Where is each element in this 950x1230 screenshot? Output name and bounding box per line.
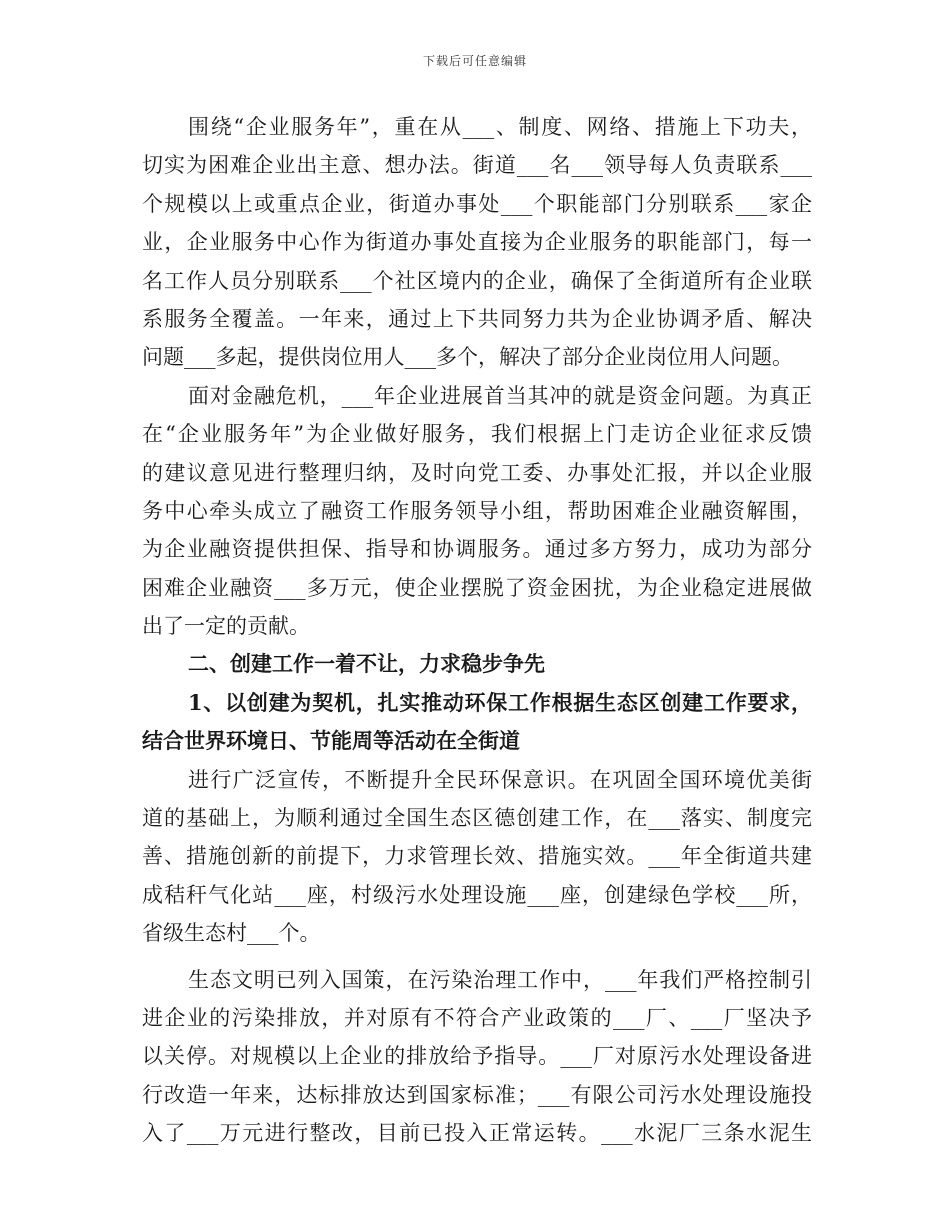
text-line: 善、措施创新的前提下，力求管理长效、措施实效。___年全街道共建	[142, 844, 812, 869]
subsection-heading	[142, 684, 812, 761]
text-line: 以关停。对规模以上企业的排放给予指导。___厂对原污水处理设备进	[142, 1044, 812, 1069]
paragraph	[142, 961, 812, 1153]
text-line: 省级生态村___个。	[142, 921, 321, 946]
paragraph	[142, 108, 812, 377]
text-line: 务中心牵头成立了融资工作服务领导小组，帮助困难企业融资解围，	[142, 498, 812, 523]
section-heading	[142, 645, 812, 683]
heading-line: 结合世界环境日、节能周等活动在全街道	[142, 728, 520, 754]
text-line: 出了一定的贡献。	[142, 614, 310, 639]
text-line: 围绕“企业服务年”，重在从___、制度、网络、措施上下功夫，	[188, 115, 812, 139]
text-line: 进企业的污染排放，并对原有不符合产业政策的___厂、___厂坚决予	[142, 1005, 812, 1030]
text-line: 业，企业服务中心作为街道办事处直接为企业服务的职能部门，每一	[142, 230, 812, 255]
text-line: 进行广泛宣传，不断提升全民环保意识。在巩固全国环境优美街	[188, 767, 812, 792]
text-line: 面对金融危机，___年企业进展首当其冲的就是资金问题。为真正	[188, 383, 812, 408]
paragraph	[142, 761, 812, 953]
text-line: 生态文明已列入国策，在污染治理工作中，___年我们严格控制引	[188, 967, 812, 992]
text-line: 行改造一年来，达标排放达到国家标准；___有限公司污水处理设施投	[142, 1082, 812, 1107]
text-line: 系服务全覆盖。一年来，通过上下共同努力共为企业协调矛盾、解决	[142, 306, 812, 331]
text-line: 困难企业融资___多万元，使企业摆脱了资金困扰，为企业稳定进展做	[142, 575, 812, 600]
text-line: 道的基础上，为顺利通过全国生态区德创建工作，在___落实、制度完	[142, 806, 812, 831]
text-line: 的建议意见进行整理归纳，及时向党工委、办事处汇报，并以企业服	[142, 460, 812, 485]
text-line: 为企业融资提供担保、指导和协调服务。通过多方努力，成功为部分	[142, 537, 812, 562]
heading-line: 二、创建工作一着不让，力求稳步争先	[188, 651, 545, 677]
text-line: 名工作人员分别联系___个社区境内的企业，确保了全街道所有企业联	[142, 268, 812, 293]
heading-line: 1、以创建为契机，扎实推动环保工作根据生态区创建工作要求，	[188, 689, 812, 715]
text-line: 在“企业服务年”为企业做好服务，我们根据上门走访企业征求反馈	[142, 422, 812, 447]
paragraph	[142, 377, 812, 646]
document-body	[142, 108, 812, 1153]
text-line: 问题___多起，提供岗位用人___多个，解决了部分企业岗位用人问题。	[142, 345, 793, 370]
page-header: 下载后可任意编辑	[422, 54, 527, 68]
text-line: 个规模以上或重点企业，街道办事处___个职能部门分别联系___家企	[142, 191, 812, 216]
text-line: 切实为困难企业出主意、想办法。街道___名___领导每人负责联系___	[142, 153, 812, 178]
text-line: 入了___万元进行整改，目前已投入正常运转。___水泥厂三条水泥生	[142, 1121, 812, 1146]
text-line: 成秸秆气化站___座，村级污水处理设施___座，创建绿色学校___所，	[142, 882, 812, 907]
